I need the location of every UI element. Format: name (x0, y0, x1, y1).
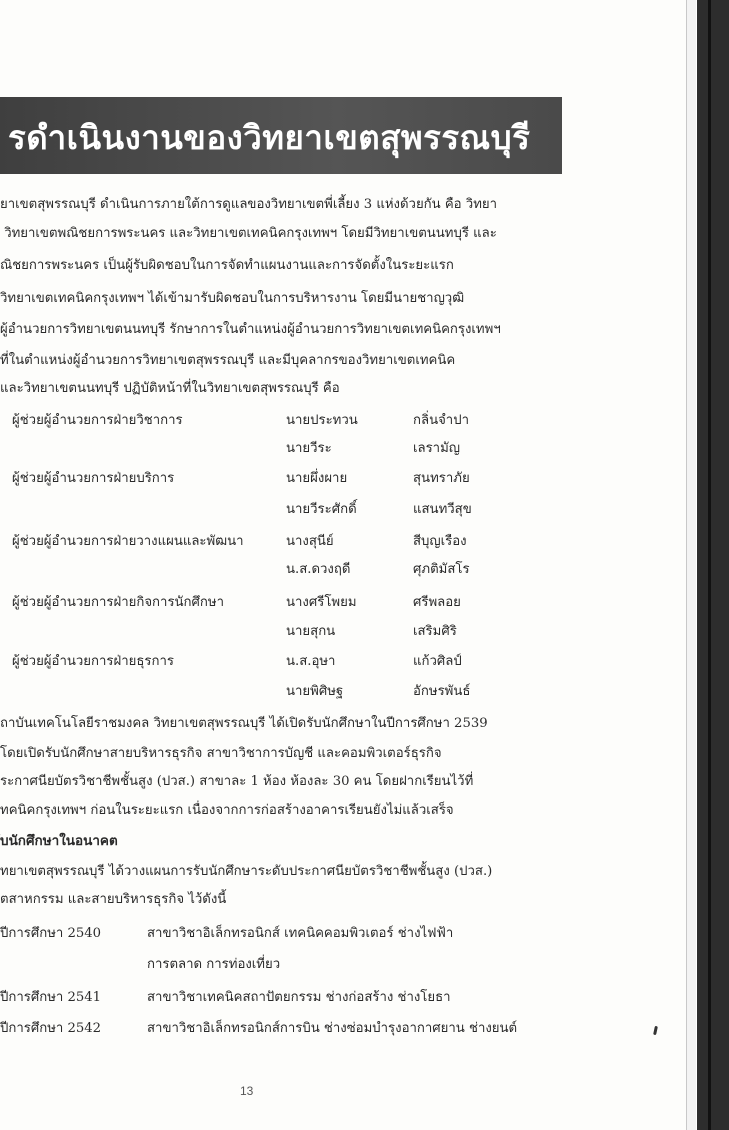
year-label: ปีการศึกษา 2541 (0, 990, 102, 1005)
staff-first-name: นายพิศิษฐ (286, 684, 344, 699)
staff-first-name: นายวีระศักดิ์ (286, 502, 357, 517)
staff-last-name: เลรามัญ (413, 441, 461, 456)
staff-last-name: ศรีพลอย (413, 595, 461, 610)
page-title: รดำเนินงานของวิทยาเขตสุพรรณบุรี (8, 118, 531, 157)
staff-last-name: แสนทวีสุข (413, 502, 472, 517)
section-heading: ับนักศึกษาในอนาคต (0, 833, 118, 849)
year-label: ปีการศึกษา 2542 (0, 1021, 102, 1036)
staff-last-name: สุนทราภัย (413, 471, 470, 486)
staff-last-name: กลิ่นจำปา (413, 413, 469, 428)
year-detail: สาขาวิชาอิเล็กทรอนิกส์ เทคนิคคอมพิวเตอร์ ช่างไฟฟ้า (147, 926, 454, 941)
staff-first-name: นางศรีโพยม (286, 595, 357, 610)
year-detail: สาขาวิชาเทคนิคสถาปัตยกรรม ช่างก่อสร้าง ช่างโยธา (147, 990, 451, 1005)
staff-first-name: นายวีระ (286, 441, 332, 456)
staff-last-name: เสริมศิริ (413, 624, 457, 639)
plan-line: ทยาเขตสุพรรณบุรี ได้วางแผนการรับนักศึกษาระดับประกาศนียบัตรวิชาชีพชั้นสูง (ปวส.) (0, 864, 493, 879)
page-edge (686, 0, 696, 1130)
year-detail: สาขาวิชาอิเล็กทรอนิกส์การบิน ช่างซ่อมบำรุงอากาศยาน ช่างยนต์ (147, 1021, 518, 1036)
enroll-line: ระกาศนียบัตรวิชาชีพชั้นสูง (ปวส.) สาขาละ 1 ห้อง ห้องละ 30 คน โดยฝากเรียนไว้ที่ (0, 774, 474, 789)
enroll-line: ทคนิคกรุงเทพฯ ก่อนในระยะแรก เนื่องจากการก่อสร้างอาคารเรียนยังไม่แล้วเสร็จ (0, 803, 454, 818)
intro-line: ยาเขตสุพรรณบุรี ดำเนินการภายใต้การดูแลของวิทยาเขตพี่เลี้ยง 3 แห่งด้วยกัน คือ วิทยา (0, 197, 498, 212)
year-detail: การตลาด การท่องเที่ยว (147, 957, 281, 972)
title-banner (0, 97, 562, 174)
intro-line: ที่ในตำแหน่งผู้อำนวยการวิทยาเขตสุพรรณบุรี และมีบุคลากรของวิทยาเขตเทคนิค (0, 353, 456, 368)
staff-first-name: นางสุนีย์ (286, 534, 334, 549)
staff-last-name: แก้วศิลป์ (413, 654, 462, 669)
intro-line: ผู้อำนวยการวิทยาเขตนนทบุรี รักษาการในตำแหน่งผู้อำนวยการวิทยาเขตเทคนิคกรุงเทพฯ (0, 322, 501, 337)
binding-shadow-line (708, 0, 711, 1130)
year-label: ปีการศึกษา 2540 (0, 926, 102, 941)
staff-role: ผู้ช่วยผู้อำนวยการฝ่ายวางแผนและพัฒนา (12, 534, 244, 549)
page-number: 13 (240, 1084, 254, 1098)
staff-last-name: ศุภติมัสโร (413, 562, 470, 577)
staff-last-name: สีบุญเรือง (413, 534, 467, 549)
staff-role: ผู้ช่วยผู้อำนวยการฝ่ายบริการ (12, 471, 175, 486)
staff-role: ผู้ช่วยผู้อำนวยการฝ่ายกิจการนักศึกษา (12, 595, 224, 610)
staff-first-name: นายผึ่งผาย (286, 471, 348, 486)
intro-line: และวิทยาเขตนนทบุรี ปฏิบัติหน้าที่ในวิทยาเขตสุพรรณบุรี คือ (0, 381, 340, 396)
staff-last-name: อักษรพันธ์ (413, 684, 471, 699)
staff-first-name: นายประทวน (286, 413, 358, 428)
ink-speck (653, 1026, 658, 1035)
staff-role: ผู้ช่วยผู้อำนวยการฝ่ายวิชาการ (12, 413, 183, 428)
intro-line: ณิชยการพระนคร เป็นผู้รับผิดชอบในการจัดทำแผนงานและการจัดตั้งในระยะแรก (0, 258, 454, 273)
staff-first-name: น.ส.ดวงฤดี (286, 562, 351, 577)
enroll-line: ถาบันเทคโนโลยีราชมงคล วิทยาเขตสุพรรณบุรี ได้เปิดรับนักศึกษาในปีการศึกษา 2539 (0, 716, 488, 731)
staff-role: ผู้ช่วยผู้อำนวยการฝ่ายธุรการ (12, 654, 174, 669)
enroll-line: โดยเปิดรับนักศึกษาสายบริหารธุรกิจ สาขาวิชาการบัญชี และคอมพิวเตอร์ธุรกิจ (0, 746, 442, 761)
book-binding (697, 0, 729, 1130)
staff-first-name: น.ส.อุษา (286, 654, 336, 669)
staff-first-name: นายสุกน (286, 624, 336, 639)
intro-line: ี วิทยาเขตพณิชยการพระนคร และวิทยาเขตเทคนิคกรุงเทพฯ โดยมีวิทยาเขตนนทบุรี และ (0, 226, 497, 241)
intro-line: วิทยาเขตเทคนิคกรุงเทพฯ ได้เข้ามารับผิดชอบในการบริหารงาน โดยมีนายชาญวุฒิ (0, 291, 465, 306)
plan-line: ตสาหกรรม และสายบริหารธุรกิจ ไว้ดังนี้ (0, 892, 227, 907)
